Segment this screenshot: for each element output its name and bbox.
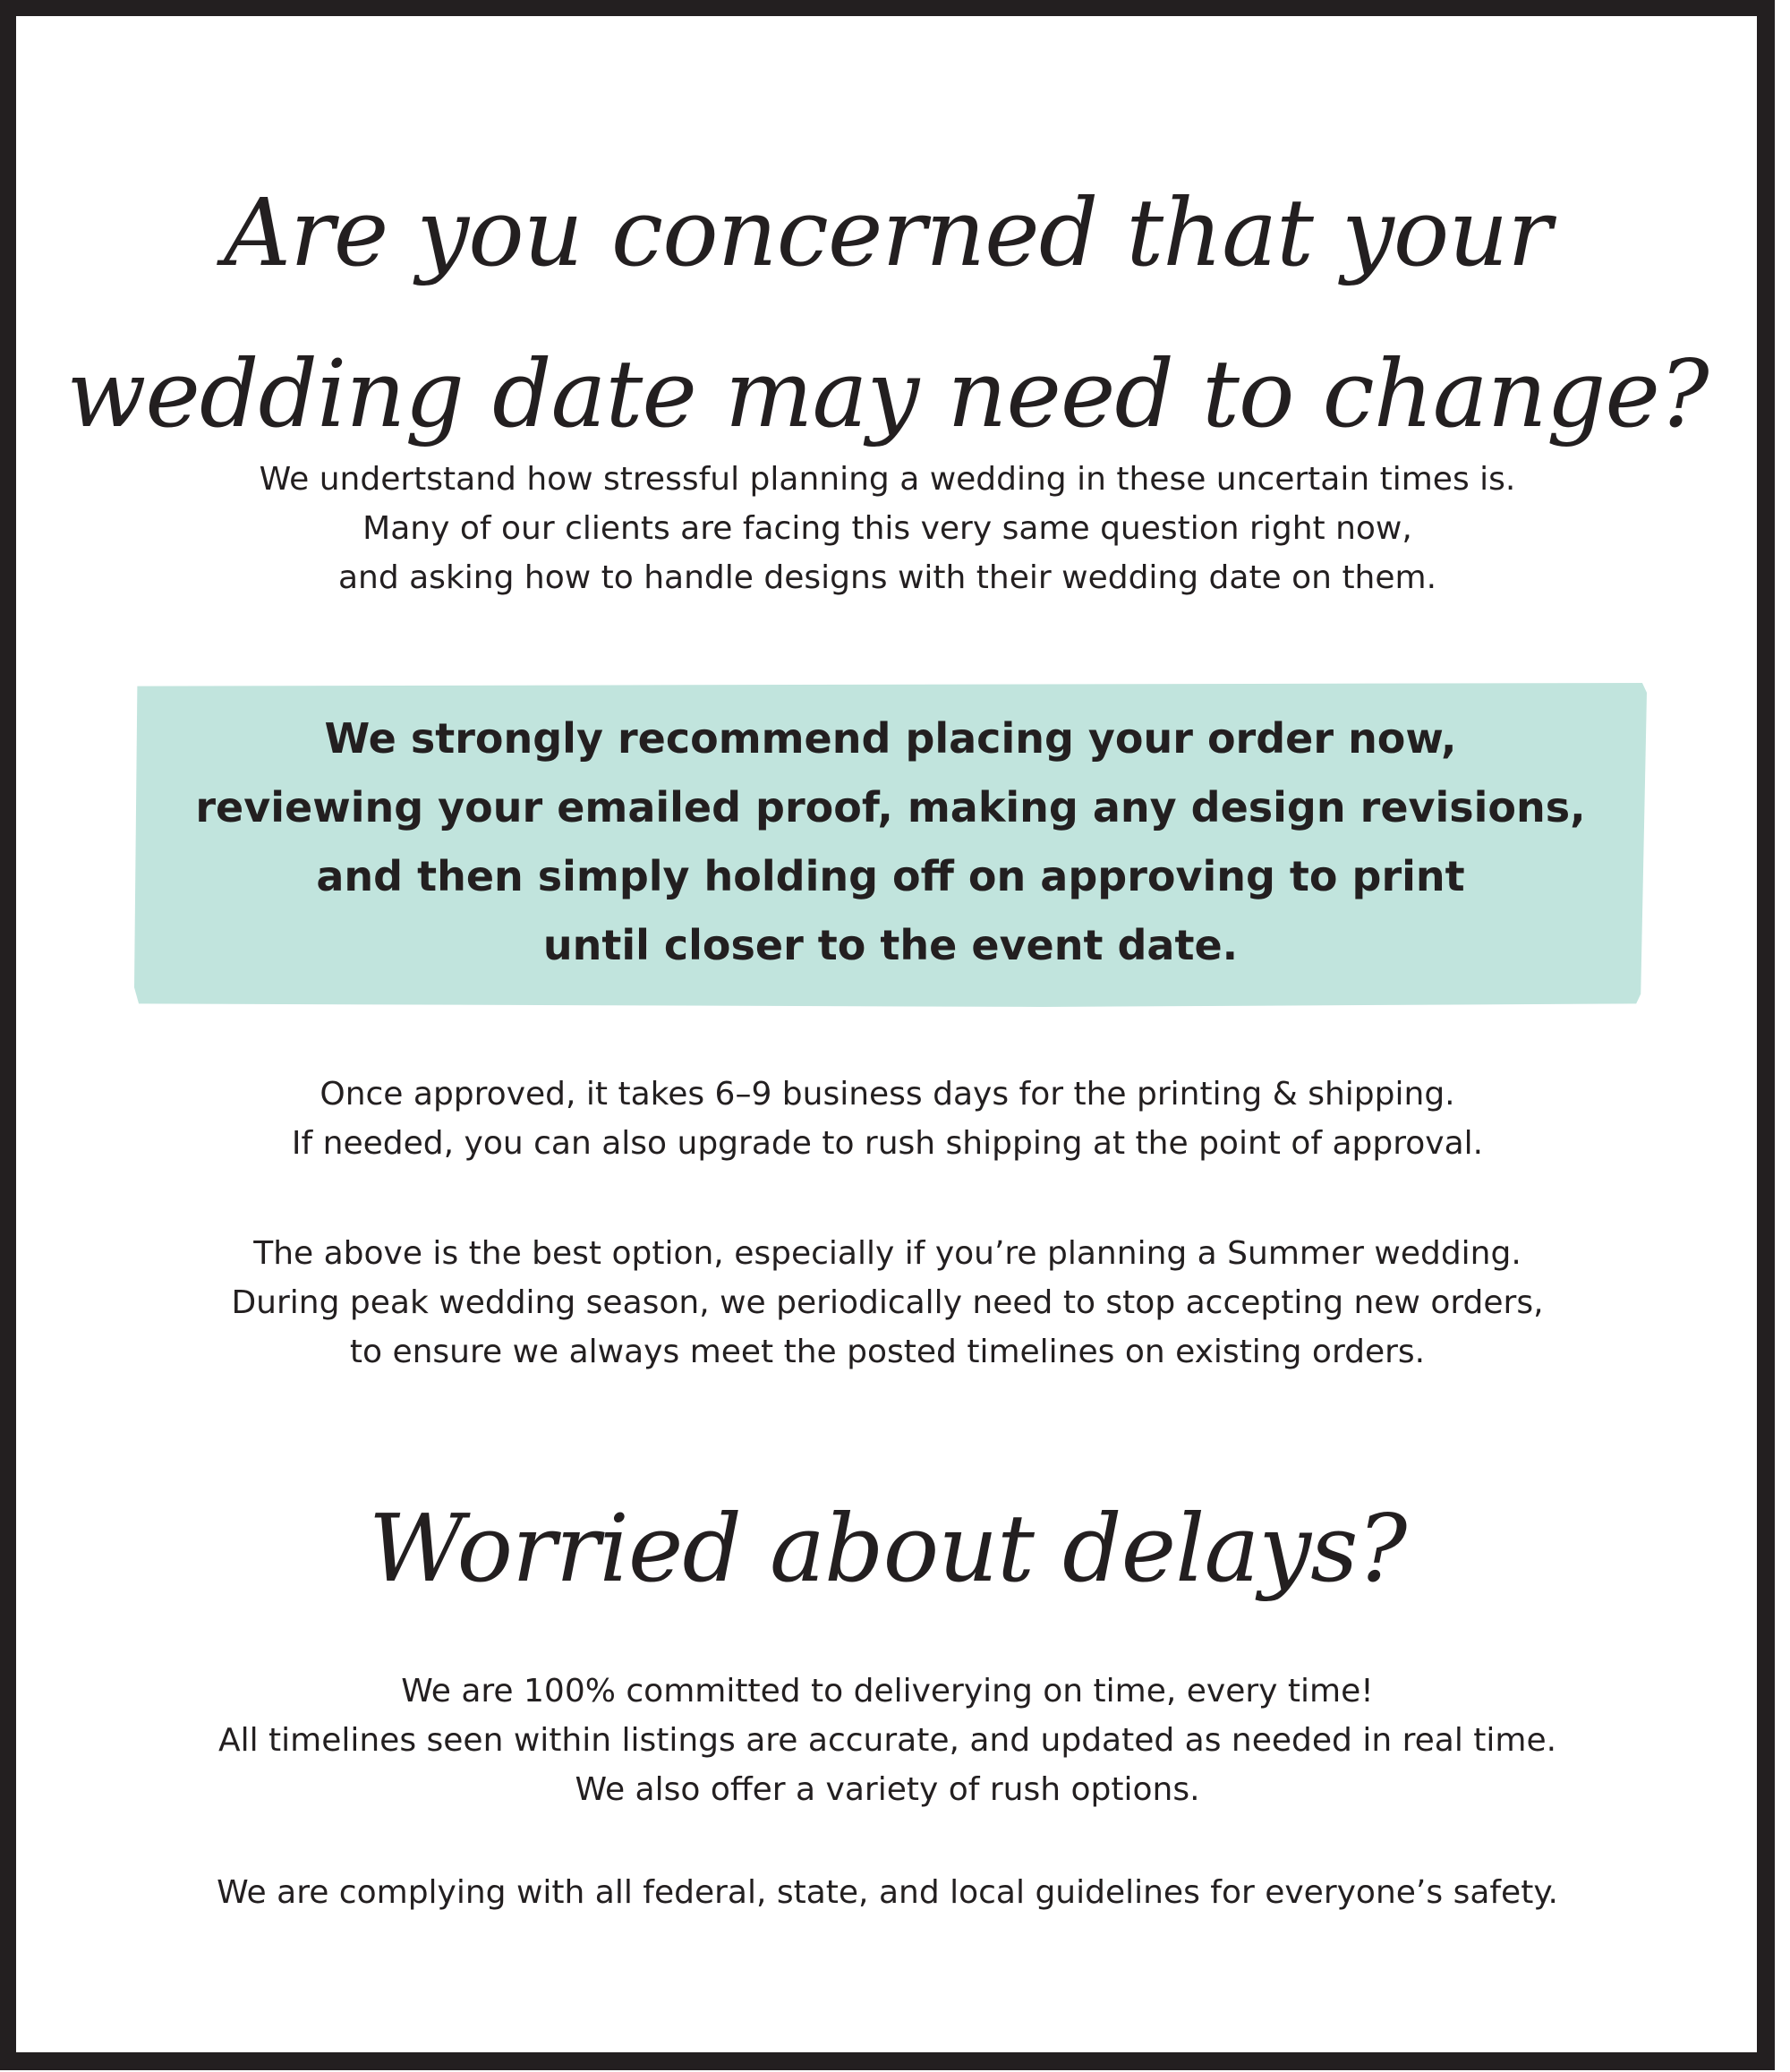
best-option-line-1: The above is the best option, especially if you’re planning a Summer wedding. <box>253 1235 1522 1272</box>
committed-line-2: All timelines seen within listings are accurate, and updated as needed in real time. <box>217 1722 1557 1759</box>
safety-paragraph <box>0 1868 1775 1917</box>
intro-paragraph <box>0 455 1775 602</box>
safety-line-1: We are complying with all federal, state, and local guidelines for everyone’s safety. <box>217 1874 1558 1911</box>
best-option-line-3: to ensure we always meet the posted timelines on existing orders. <box>349 1334 1426 1370</box>
committed-line-3: We also offer a variety of rush options. <box>575 1771 1200 1808</box>
callout-line-4: until closer to the event date. <box>542 921 1239 969</box>
committed-line-1: We are 100% committed to deliverying on time, every time! <box>401 1673 1374 1710</box>
callout-line-2: reviewing your emailed proof, making any design revisions, <box>195 783 1586 831</box>
intro-line-1: We undertstand how stressful planning a wedding in these uncertain times is. <box>259 461 1516 498</box>
commitment-paragraph <box>0 1667 1775 1814</box>
approved-line-1: Once approved, it takes 6–9 business days for the printing & shipping. <box>320 1076 1455 1113</box>
callout-line-1: We strongly recommend placing your order now, <box>324 714 1457 763</box>
intro-line-2: Many of our clients are facing this very same question right now, <box>362 510 1412 547</box>
headline-date-change-line-2: wedding date may need to change? <box>66 339 1709 448</box>
headline-date-change-line-1: Are you concerned that your <box>223 178 1552 287</box>
headline-date-change <box>0 152 1775 474</box>
intro-line-3: and asking how to handle designs with their wedding date on them. <box>337 559 1437 596</box>
recommendation-callout-text <box>134 704 1647 980</box>
approval-timeline-paragraph <box>0 1070 1775 1168</box>
callout-line-3: and then simply holding off on approving to print <box>316 852 1465 900</box>
headline-delays: Worried about delays? <box>368 1494 1407 1603</box>
approved-line-2: If needed, you can also upgrade to rush shipping at the point of approval. <box>291 1125 1484 1162</box>
best-option-line-2: During peak wedding season, we periodically need to stop accepting new orders, <box>231 1284 1544 1321</box>
best-option-paragraph <box>0 1229 1775 1377</box>
